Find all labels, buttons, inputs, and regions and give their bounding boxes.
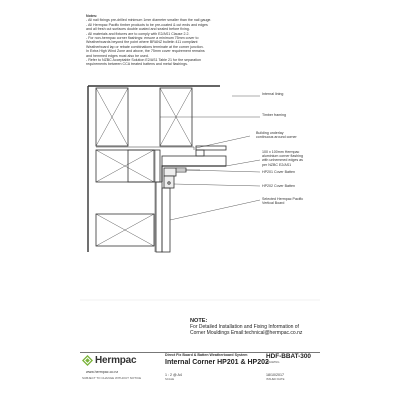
- subject-notice: SUBJECT TO CHANGE WITHOUT NOTICE: [82, 376, 142, 380]
- installation-note-line: Corner Mouldings Email:technical@hermpac.co.nz: [190, 330, 303, 337]
- drawing-code: HDF-BBAT-300: [266, 353, 311, 360]
- title-block-main: [165, 353, 269, 381]
- note-line: Weatherboards beyond the point where BRANZ bulletin 411 compliant: [86, 40, 198, 45]
- drawing-title: Internal Corner HP201 & HP202: [165, 359, 269, 366]
- note-line: - All Hermpac Pacific timber products to be pre-coated & cut ends and edges: [86, 22, 208, 27]
- scale-field: [165, 373, 182, 381]
- callout-building-underlay: Building underlay continuous around corner: [256, 131, 297, 140]
- note-line: - Refer to NZBC Acceptable Solution E2/AS1 Table 21 for the separation: [86, 58, 201, 63]
- scale-label: SCALE: [165, 377, 175, 381]
- note-line: - For non-hermpac corner flashings: ensure a minimum 75mm cover to: [86, 36, 199, 41]
- title-block-code: [266, 353, 320, 381]
- installation-note-line: For Detailed Installation and Fixing Information of: [190, 324, 299, 331]
- drawing-label: DRAWING: [266, 360, 280, 364]
- callout-internal-lining: Internal lining: [262, 92, 284, 96]
- scale-value: 1 : 2 @ A4: [165, 373, 182, 377]
- note-line: and all fresh cut surfaces double coated and sealed before fixing.: [86, 27, 190, 32]
- installation-note-title: NOTE:: [190, 318, 208, 324]
- installation-note: [190, 318, 302, 337]
- notes-heading: Notes:: [86, 14, 98, 18]
- hermpac-logo: [80, 353, 160, 381]
- callout-vertical-board: Selected Hermpac Pacific Vertical Board: [262, 197, 304, 206]
- system-series: Direct Fix Board & Batten Weatherboard System: [165, 353, 248, 357]
- callout-hp202-batten: HP202 Cover Batten: [262, 184, 295, 188]
- issue-date-field: [266, 373, 284, 381]
- issue-date-label: ISSUED DATE: [266, 377, 285, 381]
- issue-date: 18/10/2017: [266, 373, 284, 377]
- callout-timber-framing: Timber framing: [262, 113, 287, 117]
- note-line: Weatherboard lap or rebate combinations terminate at the corner junction.: [86, 44, 204, 49]
- note-line: requirements between CCA treated battens and metal flashings.: [86, 62, 188, 67]
- callout-hp201-batten: HP201 Cover Batten: [262, 170, 295, 174]
- note-line: - All nail fixings pre-drilled minimum 1mm diameter smaller than the nail gauge.: [86, 18, 212, 23]
- callout-corner-flashing: 100 x 100mm Hermpac aluminium corner flashing with unhemmed edges as per NZBC E2/AS1: [262, 150, 303, 167]
- hermpac-leaf-icon: [82, 355, 93, 366]
- website-link[interactable]: www.hermpac.co.nz: [86, 370, 119, 374]
- note-line: - All materials and fixtures are to comply with E2/AS1 Clause 2.2.: [86, 31, 190, 36]
- note-line: In Extra High Wind Zone and above, the 75mm cover requirement remains: [86, 49, 205, 54]
- title-block: [80, 353, 320, 381]
- brand-name: Hermpac: [95, 355, 137, 366]
- note-line: and hemmed edges must also be used.: [86, 53, 149, 58]
